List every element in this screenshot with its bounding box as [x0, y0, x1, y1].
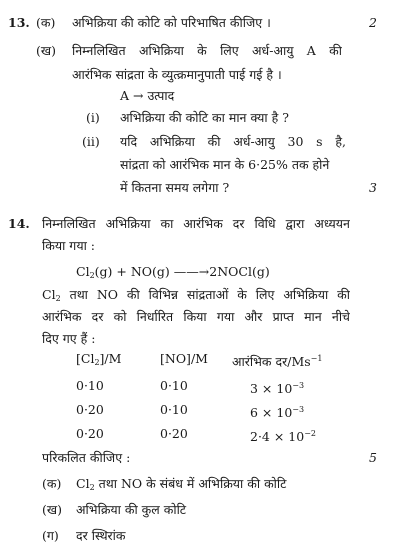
q14-para-cl: Cl — [42, 287, 56, 302]
q13-reaction: A → उत्पाद — [120, 88, 175, 103]
table-row-3-rate-base: 2·4 × 10 — [250, 429, 305, 444]
q14-reaction-reactant1: Cl — [76, 264, 90, 279]
q14-para-line3: दिए गए हैं : — [42, 331, 96, 346]
q14-item-a-cl: Cl — [76, 476, 90, 491]
table-header-rate-label: आरंभिक दर/Ms — [232, 354, 311, 369]
q14-para-cl-subscript: 2 — [55, 294, 61, 303]
q14-item-b-label: (ख) — [42, 502, 62, 517]
table-header-cl2-close: ]/M — [99, 351, 122, 366]
q13-sub-i-label: (i) — [86, 110, 100, 125]
q13-part-a-marks: 2 — [369, 15, 377, 30]
q14-intro-line2: किया गया : — [42, 238, 96, 253]
question-14-number: 14. — [8, 216, 30, 231]
q14-reaction-arrow: ——→ — [173, 264, 210, 279]
table-header-rate — [232, 351, 322, 370]
q13-part-a-text: अभिक्रिया की कोटि को परिभाषित कीजिए । — [72, 15, 271, 30]
q14-item-a-cl-subscript: 2 — [89, 483, 95, 492]
q13-part-b-line2: आरंभिक सांद्रता के व्युत्क्रमानुपाती पाई गई है । — [72, 67, 282, 82]
q13-part-b-line1: निम्नलिखित अभिक्रिया के लिए अर्ध-आयु A की — [72, 43, 342, 58]
table-header-cl2-open: [Cl — [76, 351, 95, 366]
q13-sub-ii-line1: यदि अभिक्रिया की अर्ध-आयु 30 s है, — [120, 134, 346, 149]
table-row-1-rate — [250, 378, 304, 397]
table-header-cl2 — [76, 351, 121, 371]
q14-item-a-label: (क) — [42, 476, 62, 491]
q14-reaction-product: 2NOCl(g) — [209, 264, 270, 279]
table-row-1-cl2: 0·10 — [76, 378, 104, 393]
q13-sub-ii-label: (ii) — [82, 134, 100, 149]
q14-para-line1 — [42, 287, 350, 307]
q14-para-line2: आरंभिक दर को निर्धारित किया गया और प्राप्त मान नीचे — [42, 309, 350, 324]
q13-sub-ii-line2: सांद्रता को आरंभिक मान के 6·25% तक होने — [120, 157, 330, 172]
table-row-1-rate-exponent: −3 — [292, 381, 305, 390]
q14-item-c-label: (ग) — [42, 528, 59, 543]
q14-para-line1-rest: तथा NO की विभिन्न सांद्रताओं के लिए अभिक्रिया की — [60, 287, 350, 302]
table-row-3-no: 0·20 — [160, 426, 188, 441]
table-row-1-rate-base: 3 × 10 — [250, 381, 293, 396]
table-row-2-rate — [250, 402, 304, 421]
q14-item-c-text: दर स्थिरांक — [76, 528, 126, 543]
q13-sub-i-text: अभिक्रिया की कोटि का मान क्या है ? — [120, 110, 289, 125]
q13-part-b-label: (ख) — [36, 43, 56, 58]
question-13-number: 13. — [8, 15, 30, 30]
q14-reaction-reactants-rest: (g) + NO(g) — [94, 264, 170, 279]
q14-reaction — [76, 264, 270, 284]
table-row-1-no: 0·10 — [160, 378, 188, 393]
q14-marks: 5 — [369, 450, 377, 465]
q14-item-a-text-rest: तथा NO के संबंध में अभिक्रिया की कोटि — [94, 476, 287, 491]
table-row-3-cl2: 0·20 — [76, 426, 104, 441]
table-header-cl2-subscript: 2 — [94, 358, 100, 367]
q14-item-a-text — [76, 476, 286, 496]
q14-item-b-text: अभिक्रिया की कुल कोटि — [76, 502, 187, 517]
table-row-2-cl2: 0·20 — [76, 402, 104, 417]
q13-part-a-label: (क) — [36, 15, 56, 30]
table-header-no: [NO]/M — [160, 351, 208, 366]
table-row-3-rate — [250, 426, 316, 445]
q13-sub-ii-line3: में कितना समय लगेगा ? — [120, 180, 230, 195]
table-row-3-rate-exponent: −2 — [304, 429, 317, 438]
q13-part-b-marks: 3 — [369, 180, 377, 195]
table-row-2-no: 0·10 — [160, 402, 188, 417]
q14-reaction-reactant1-subscript: 2 — [89, 271, 95, 280]
q14-calc-label: परिकलित कीजिए : — [42, 450, 131, 465]
table-row-2-rate-exponent: −3 — [292, 405, 305, 414]
table-header-rate-superscript: −1 — [310, 354, 323, 363]
q14-intro-line1: निम्नलिखित अभिक्रिया का आरंभिक दर विधि द्वारा अध्ययन — [42, 216, 350, 231]
table-row-2-rate-base: 6 × 10 — [250, 405, 293, 420]
